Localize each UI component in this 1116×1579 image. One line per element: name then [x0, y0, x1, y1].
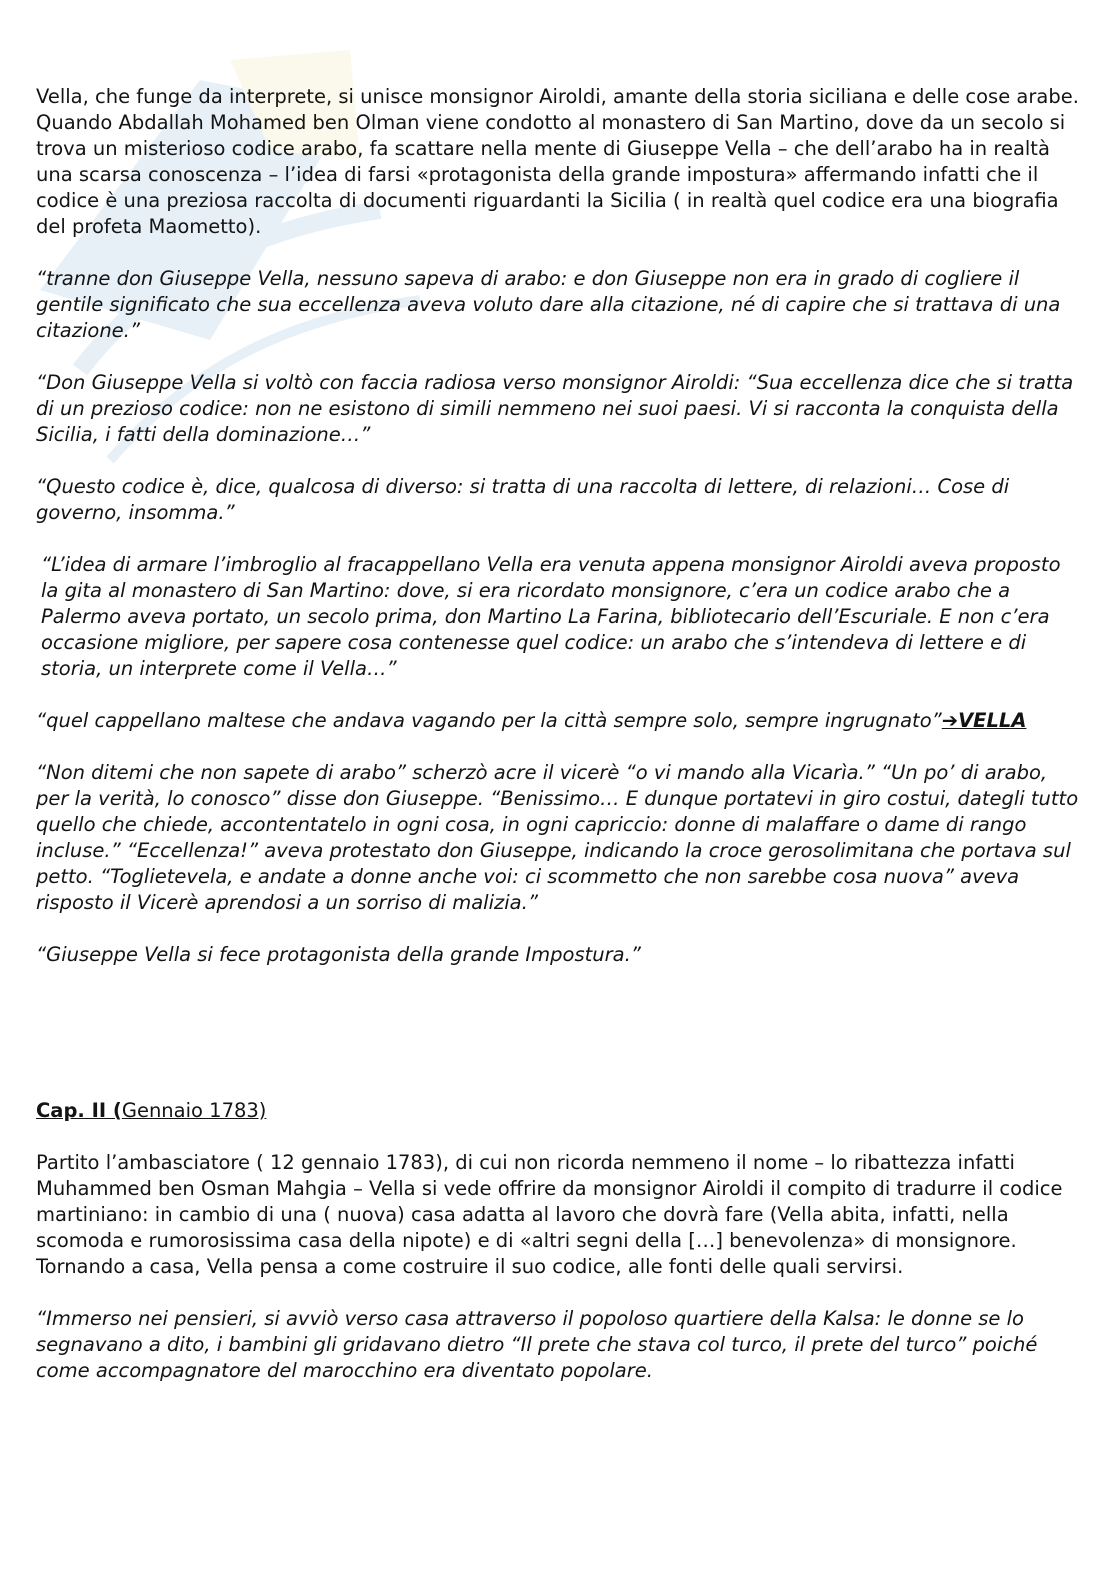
quote-citazione: “tranne don Giuseppe Vella, nessuno sapeva di arabo: e don Giuseppe non era in grado di cogliere il gentile significato che sua eccellenza aveva voluto dare alla citazione, né di capire che si trattava di una citazione.” [36, 267, 1061, 342]
chapter-label: Cap. II ( [36, 1099, 122, 1122]
quote-cappellano-text: “quel cappellano maltese che andava vagando per la città sempre solo, sempre ingrugnato” [36, 709, 942, 732]
vella-label: VELLA [958, 709, 1027, 732]
arrow-icon: ➔ [941, 709, 959, 732]
quote-quartiere-kalsa: “Immerso nei pensieri, si avviò verso casa attraverso il popoloso quartiere della Kalsa: le donne se lo segnavano a dito, i bambini gli gridavano dietro “Il prete che stava col turco, il prete del turco” poiché come accompagnatore del marocchino era diventato popolare. [36, 1307, 1038, 1382]
chapter-date: Gennaio 1783) [121, 1099, 267, 1122]
quote-grande-impostura: “Giuseppe Vella si fece protagonista della grande Impostura.” [36, 943, 641, 966]
quote-raccolta-lettere: “Questo codice è, dice, qualcosa di diverso: si tratta di una raccolta di lettere, di relazioni… Cose di governo, insomma.” [36, 475, 1010, 524]
section-spacer [36, 994, 1082, 1098]
quote-vicere-dialogue: “Non ditemi che non sapete di arabo” scherzò acre il vicerè “o vi mando alla Vicarìa.” “Un po’ di arabo, per la verità, lo conosco” disse don Giuseppe. “Benissimo… E dunque portatevi in giro costui, dategli tutto quello che chiede, accontentatelo in ogni cosa, in ogni capriccio: donne di malaffare o dame di rango incluse.” “Eccellenza!” aveva protestato don Giuseppe, indicando la croce gerosolimitana che portava sul petto. “Toglietevela, e andate a donne anche voi: ci scommetto che non sarebbe cosa nuova” aveva risposto il Vicerè aprendosi a un sorriso di malizia.” [36, 761, 1079, 914]
quote-imbroglio: “L’idea di armare l’imbroglio al fracappellano Vella era venuta appena monsignor Airoldi aveva proposto la gita al monastero di San Martino: dove, si era ricordato monsignore, c’era un codice arabo che a Palermo aveva portato, un secolo prima, don Martino La Farina, bibliotecario dell’Escuriale. E non c’era occasione migliore, per sapere cosa contenesse quel codice: un arabo che s’intendeva di lettere e di storia, un interprete come il Vella…” [41, 553, 1061, 680]
chapter-heading [36, 1098, 1082, 1124]
quote-prezioso-codice: “Don Giuseppe Vella si voltò con faccia radiosa verso monsignor Airoldi: “Sua eccellenza dice che si tratta di un prezioso codice: non ne esistono di simili nemmeno nei suoi paesi. Vi si racconta la conquista della Sicilia, i fatti della dominazione…” [36, 371, 1074, 446]
document-body [36, 84, 1082, 1410]
quote-cappellano-maltese [36, 708, 1082, 734]
intro-paragraph: Vella, che funge da interprete, si unisce monsignor Airoldi, amante della storia siciliana e delle cose arabe. Quando Abdallah Mohamed ben Olman viene condotto al monastero di San Martino, dove da un secolo si trova un misterioso codice arabo, fa scattare nella mente di Giuseppe Vella – che dell’arabo ha in realtà una scarsa conoscenza – l’idea di farsi «protagonista della grande impostura» affermando infatti che il codice è una preziosa raccolta di documenti riguardanti la Sicilia ( in realtà quel codice era una biografia del profeta Maometto). [36, 85, 1079, 238]
chapter-summary: Partito l’ambasciatore ( 12 gennaio 1783), di cui non ricorda nemmeno il nome – lo ribattezza infatti Muhammed ben Osman Mahgia – Vella si vede offrire da monsignor Airoldi il compito di tradurre il codice martiniano: in cambio di una ( nuova) casa adatta al lavoro che dovrà fare (Vella abita, infatti, nella scomoda e rumorosissima casa della nipote) e di «altri segni della […] benevolenza» di monsignore. Tornando a casa, Vella pensa a come costruire il suo codice, alle fonti delle quali servirsi. [36, 1151, 1063, 1278]
